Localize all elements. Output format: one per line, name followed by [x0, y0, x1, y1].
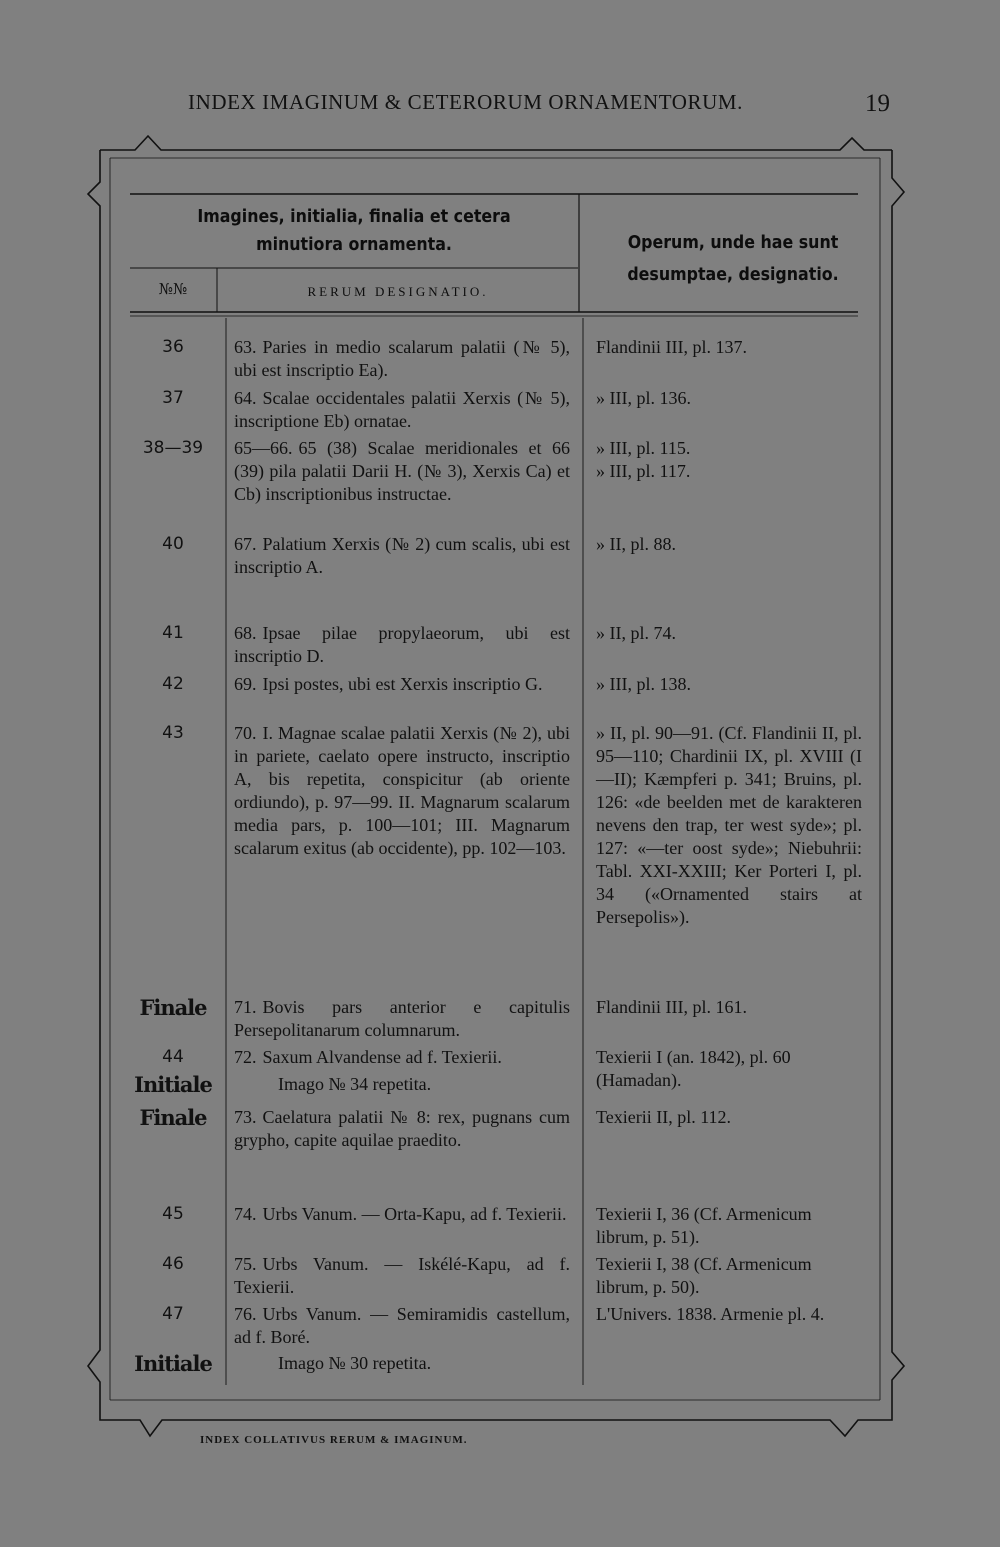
- row-source: L'Univers. 1838. Armenie pl. 4.: [596, 1304, 825, 1324]
- row-number: Finale: [139, 995, 207, 1020]
- item-number: 69.: [234, 674, 257, 694]
- row-source: » II, pl. 74.: [596, 623, 676, 643]
- header-operum: Operum, unde hae sunt desumptae, designatio.: [627, 232, 839, 285]
- row-description: [278, 1073, 570, 1096]
- footer-caption: INDEX COLLATIVUS RERUM & IMAGINUM.: [200, 1434, 468, 1446]
- row-number: 42: [162, 674, 184, 694]
- item-text: Ipsae pilae propylaeorum, ubi est inscriptio D.: [234, 623, 570, 666]
- item-text: Saxum Alvandense ad f. Texierii.: [262, 1047, 502, 1067]
- item-number: 63.: [234, 337, 257, 357]
- row-number: 45: [162, 1204, 184, 1224]
- row-description: [234, 336, 570, 382]
- row-description: [234, 996, 570, 1042]
- row-source: Texierii I (an. 1842), pl. 60 (Hamadan).: [596, 1047, 791, 1090]
- row-number: 47: [162, 1304, 184, 1324]
- row-number: 44: [162, 1047, 184, 1067]
- item-number: 67.: [234, 534, 257, 554]
- row-source: » II, pl. 88.: [596, 534, 676, 554]
- row-number: 36: [162, 337, 184, 357]
- item-number: 75.: [234, 1254, 257, 1274]
- item-number: 72.: [234, 1047, 257, 1067]
- row-source: » II, pl. 90—91. (Cf. Flandinii II, pl. 95—110; Chardinii IX, pl. XVIII (I—II); Kæmpferi p. 341; Bruins, pl. 126: «de beelden met de karakteren nevens den trap, ter west syde»; pl. 127: «—ter oost syde»; Niebuhrii: Tabl. XXI-XXIII; Ker Porteri I, pl. 34 («Ornamented stairs at Persepolis»).: [596, 723, 862, 927]
- item-text: 65 (38) Scalae meridionales et 66 (39) pila palatii Darii H. (№ 3), Xerxis Ca) et Cb) inscriptionibus instructae.: [234, 438, 570, 504]
- row-number: 37: [162, 388, 184, 408]
- running-title: INDEX IMAGINUM & CETERORUM ORNAMENTORUM.: [188, 90, 744, 114]
- row-description: [234, 437, 570, 506]
- item-number: 68.: [234, 623, 257, 643]
- item-text: Urbs Vanum. — Orta-Kapu, ad f. Texierii.: [262, 1204, 567, 1224]
- item-text: Scalae occidentales palatii Xerxis (№ 5), inscriptione Eb) ornatae.: [234, 388, 570, 431]
- item-text: Palatium Xerxis (№ 2) cum scalis, ubi est inscriptio A.: [234, 534, 570, 577]
- header-number: №№: [158, 280, 188, 298]
- item-text: Urbs Vanum. — Semiramidis castellum, ad f. Boré.: [234, 1304, 570, 1347]
- item-number: 76.: [234, 1304, 257, 1324]
- item-text: I. Magnae scalae palatii Xerxis (№ 2), ubi in pariete, caelato opere instructo, inscriptio A, bis repetita, conspicitur (ab oriente ordiundo), p. 97—99. II. Magnarum scalarum media pars, p. 100—101; III. Magnarum scalarum exitus (ab occidente), pp. 102—103.: [234, 723, 570, 858]
- item-text: Urbs Vanum. — Iskélé-Kapu, ad f. Texierii.: [234, 1254, 570, 1297]
- row-description: [234, 387, 570, 433]
- item-text: Imago № 34 repetita.: [278, 1074, 432, 1094]
- row-description: [234, 1303, 570, 1349]
- row-number: 38—39: [142, 438, 204, 458]
- row-number: Initiale: [134, 1072, 212, 1097]
- row-source: Texierii II, pl. 112.: [596, 1107, 732, 1127]
- page-number: 19: [865, 90, 890, 117]
- row-source: Flandinii III, pl. 137.: [596, 337, 747, 357]
- row-description: [278, 1352, 570, 1375]
- row-description: [234, 533, 570, 579]
- item-number: 64.: [234, 388, 257, 408]
- item-number: 71.: [234, 997, 257, 1017]
- row-source: Flandinii III, pl. 161.: [596, 997, 747, 1017]
- item-text: Ipsi postes, ubi est Xerxis inscriptio G.: [262, 674, 543, 694]
- item-number: 70.: [234, 723, 257, 743]
- item-number: 73.: [234, 1107, 257, 1127]
- row-number: 40: [162, 534, 184, 554]
- row-number: 41: [162, 623, 184, 643]
- header-imagines: Imagines, initialia, finalia et cetera minutiora ornamenta.: [197, 206, 511, 255]
- row-description: [234, 722, 570, 860]
- row-number: 43: [162, 723, 184, 743]
- item-text: Bovis pars anterior e capitulis Persepolitanarum columnarum.: [234, 997, 570, 1040]
- item-text: Imago № 30 repetita.: [278, 1353, 432, 1373]
- row-number: 46: [162, 1254, 184, 1274]
- row-source: » III, pl. 136.: [596, 388, 691, 408]
- row-description: [234, 1203, 570, 1226]
- row-number: Finale: [139, 1105, 207, 1130]
- row-source: » III, pl. 115. » III, pl. 117.: [596, 438, 691, 481]
- row-source: Texierii I, 38 (Cf. Armenicum librum, p. 50).: [596, 1254, 812, 1297]
- item-number: 74.: [234, 1204, 257, 1224]
- row-description: [234, 1253, 570, 1299]
- row-source: Texierii I, 36 (Cf. Armenicum librum, p. 51).: [596, 1204, 812, 1247]
- row-description: [234, 1106, 570, 1152]
- header-rerum: RERUM DESIGNATIO.: [307, 284, 489, 299]
- row-number: Initiale: [134, 1351, 212, 1376]
- row-description: [234, 1046, 570, 1069]
- row-source: » III, pl. 138.: [596, 674, 691, 694]
- row-description: [234, 673, 570, 696]
- row-description: [234, 622, 570, 668]
- item-text: Paries in medio scalarum palatii (№ 5), ubi est inscriptio Ea).: [234, 337, 570, 380]
- item-text: Caelatura palatii № 8: rex, pugnans cum grypho, capite aquilae praedito.: [234, 1107, 570, 1150]
- item-number: 65—66.: [234, 438, 293, 458]
